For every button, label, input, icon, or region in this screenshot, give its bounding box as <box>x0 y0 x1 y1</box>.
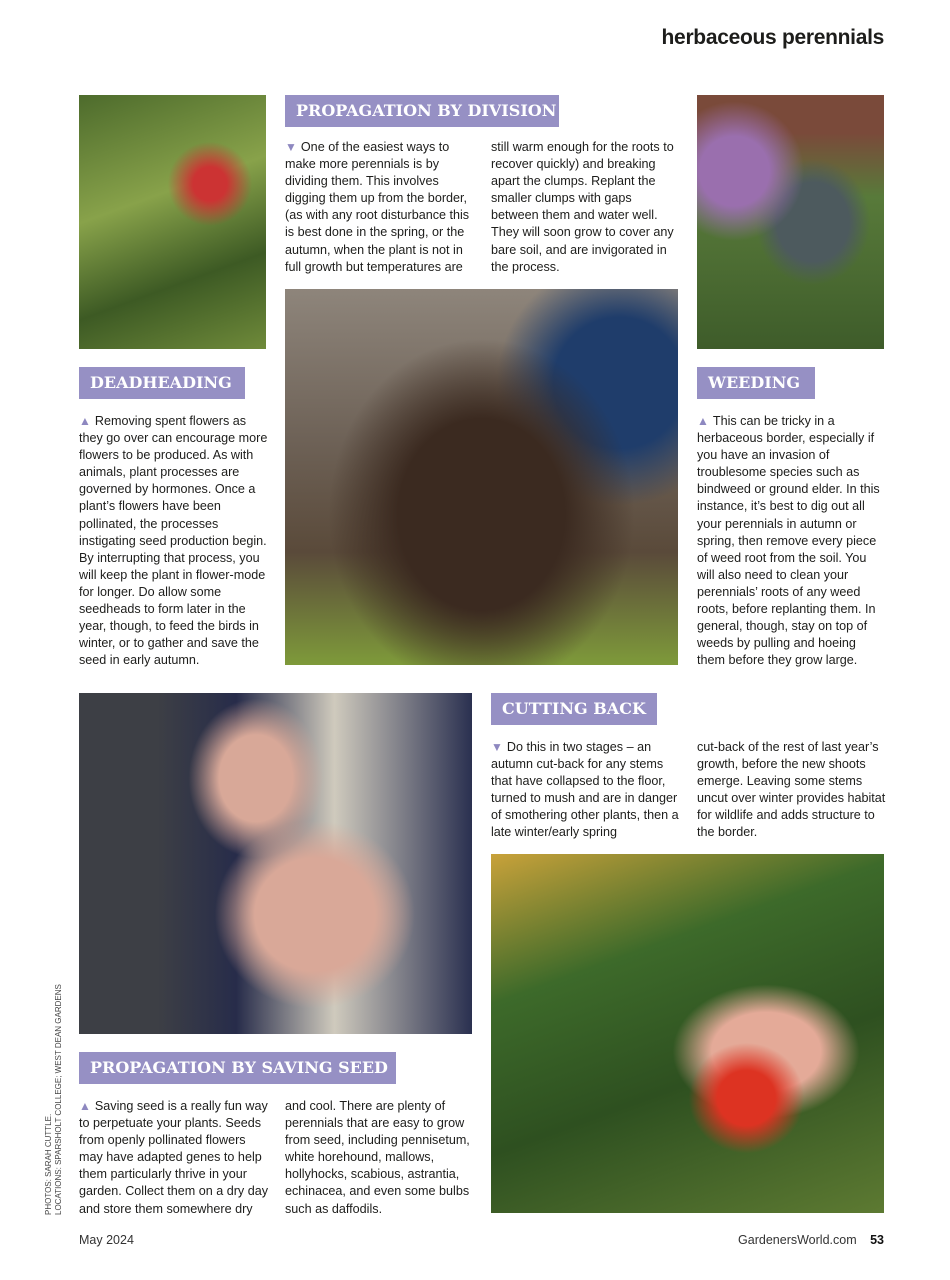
page-header: herbaceous perennials <box>661 26 884 49</box>
footer-site: GardenersWorld.com <box>738 1233 857 1247</box>
triangle-down-icon: ▼ <box>285 140 297 154</box>
weeding-paragraph: This can be tricky in a herbaceous border, especially if you have an invasion of troublesome species such as bindweed or ground elder. In this instance, it’s best to dig out all your perennials in autumn or spring, then remove every piece of weed root from the soil. You will also need to clean your perennials’ roots of any weed roots, before replanting them. In general, though, stay on top of weeds by pulling and hoeing them before they grow large. <box>697 414 880 668</box>
photo-credits <box>44 984 64 1215</box>
deadheading-text <box>79 413 269 669</box>
photo-division-soil <box>285 289 678 665</box>
division-text-col1 <box>285 139 475 276</box>
cutting-back-paragraph-1: Do this in two stages – an autumn cut-back for any stems that have collapsed to the floor, turned to mush and are in danger of smothering other plants, then a late winter/early spring <box>491 740 679 840</box>
credit-locations: LOCATIONS: SPARSHOLT COLLEGE; WEST DEAN GARDENS <box>54 984 63 1215</box>
division-paragraph-1: One of the easiest ways to make more perennials is by dividing them. This involves digging them up from the border, (as with any root disturbance this is best done in the spring, or the autumn, when the plant is not in full growth but temperatures are <box>285 140 470 274</box>
triangle-up-icon: ▲ <box>79 414 91 428</box>
heading-propagation-by-division: PROPAGATION BY DIVISION <box>285 95 559 127</box>
heading-deadheading: DEADHEADING <box>79 367 245 399</box>
credit-photos: PHOTOS: SARAH CUTTLE. <box>44 1113 53 1215</box>
footer-date: May 2024 <box>79 1233 134 1247</box>
heading-propagation-by-saving-seed: PROPAGATION BY SAVING SEED <box>79 1052 396 1084</box>
heading-cutting-back: CUTTING BACK <box>491 693 657 725</box>
photo-deadheading-woman <box>79 95 266 349</box>
weeding-text <box>697 413 887 669</box>
division-text-col2: still warm enough for the roots to recover quickly) and breaking apart the clumps. Replant the smaller clumps with gaps between them and water well. They will soon grow to cover any bare soil, and are invigorated in the process. <box>491 140 674 274</box>
cutting-back-text-col2: cut-back of the rest of last year’s growth, before the new shoots emerge. Leaving some stems uncut over winter provides habitat for wildlife and adds structure to the border. <box>697 740 886 840</box>
photo-weeding-woman <box>697 95 884 349</box>
triangle-up-icon: ▲ <box>697 414 709 428</box>
photo-saving-seed-hands <box>79 693 472 1034</box>
photo-cutting-back-secateurs <box>491 854 884 1213</box>
saving-seed-paragraph-1: Saving seed is a really fun way to perpetuate your plants. Seeds from openly pollinated flowers may have adapted genes to help them particularly thrive in your garden. Collect them on a dry day and store them somewhere dry <box>79 1099 269 1216</box>
cutting-back-text-col1 <box>491 739 681 842</box>
page-number: 53 <box>870 1233 884 1247</box>
deadheading-paragraph: Removing spent flowers as they go over can encourage more flowers to be produced. As with animals, plant processes are governed by hormones. Once a plant’s flowers have been pollinated, the processes instigating seed production begin. By interrupting that process, you will keep the plant in flower-mode for longer. Do allow some seedheads to form later in the year, though, to feed the birds in winter, or to gather and save the seed in early autumn. <box>79 414 268 668</box>
saving-seed-text-col1 <box>79 1098 271 1218</box>
triangle-up-icon: ▲ <box>79 1099 91 1113</box>
heading-weeding: WEEDING <box>697 367 815 399</box>
footer-right <box>738 1233 884 1247</box>
triangle-down-icon: ▼ <box>491 740 503 754</box>
saving-seed-text-col2: and cool. There are plenty of perennials that are easy to grow from seed, including pennisetum, white horehound, mallows, hollyhocks, scabious, astrantia, echinacea, and even some bulbs such as daffodils. <box>285 1099 470 1216</box>
